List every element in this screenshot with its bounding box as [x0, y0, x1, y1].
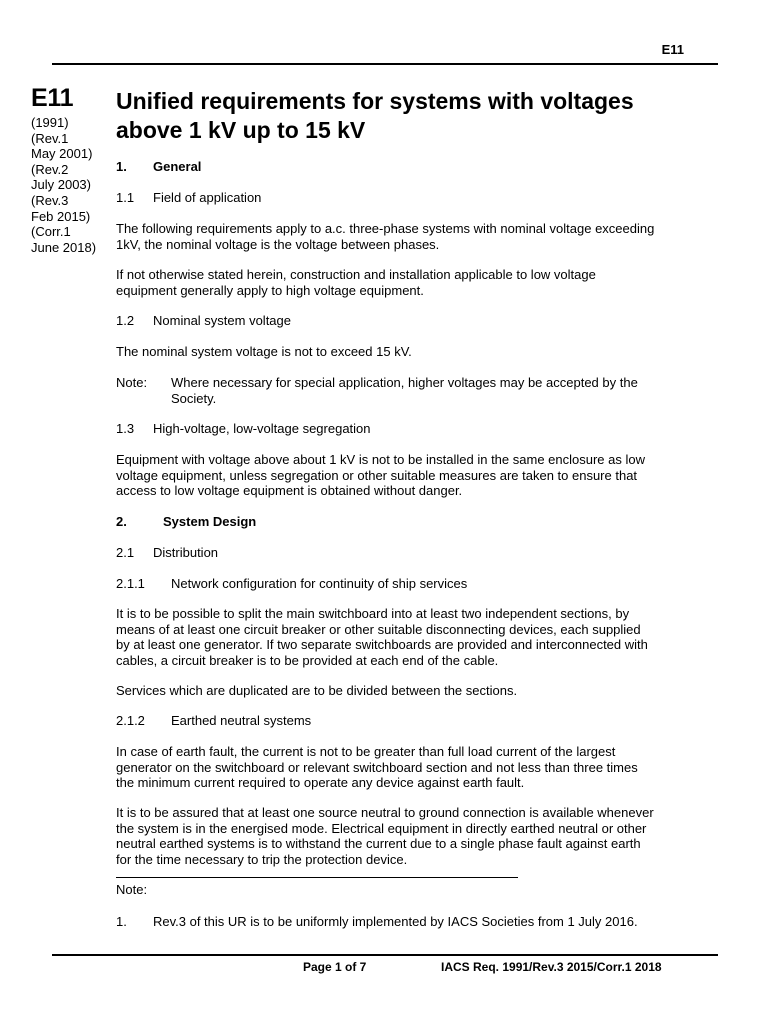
footnote-label: Note: [116, 882, 148, 897]
subsection-heading [116, 190, 716, 206]
text-line: cables, a circuit breaker is to be provided at each end of the cable. [116, 652, 499, 668]
header-code: E11 [661, 42, 684, 57]
text-line: equipment generally apply to high voltage equipment. [116, 282, 424, 298]
paragraph: Services which are duplicated are to be divided between the sections. [116, 683, 518, 698]
note-label: Note: [116, 375, 148, 390]
text-line: by at least one generator. If two separate switchboards are provided and interconnected with [116, 637, 648, 653]
history-line: (Rev.2 [31, 161, 69, 177]
history-line: (Corr.1 [31, 224, 71, 240]
subsection-heading [116, 576, 716, 592]
subsection-number: 2.1.2 [116, 713, 145, 728]
text-line: 1kV, the nominal voltage is the voltage between phases. [116, 236, 440, 252]
history-line: Feb 2015) [31, 208, 91, 224]
subsection-title: Earthed neutral systems [171, 713, 312, 728]
footnote-text: Rev.3 of this UR is to be uniformly implemented by IACS Societies from 1 July 2016. [153, 914, 638, 929]
subsection-title: High-voltage, low-voltage segregation [153, 421, 371, 436]
text-line: neutral earthed systems is to withstand the current due to a single phase fault against earth [116, 836, 641, 852]
subsection-heading [116, 545, 716, 561]
history-line: July 2003) [31, 177, 91, 193]
section-title: System Design [163, 514, 257, 529]
side-code: E11 [31, 84, 74, 112]
section-title: General [153, 159, 202, 174]
paragraph [116, 805, 716, 867]
footnote-item [116, 914, 716, 930]
text-line: means of at least one circuit breaker or other suitable disconnecting devices, each supplied [116, 621, 641, 637]
text-line: generator on the switchboard or relevant switchboard section and not less than three times [116, 759, 638, 775]
paragraph [116, 744, 716, 791]
section-number: 1. [116, 159, 127, 174]
title-line: above 1 kV up to 15 kV [116, 117, 366, 143]
subsection-title: Nominal system voltage [153, 313, 291, 328]
history-line: (Rev.1 [31, 130, 69, 146]
history-line: (1991) [31, 115, 69, 130]
text-line: for the time necessary to trip the protection device. [116, 851, 408, 867]
paragraph [116, 606, 716, 668]
paragraph [116, 267, 716, 298]
text-line: the system is in the energised mode. Electrical equipment in directly earthed neutral or other [116, 820, 647, 836]
title-line: Unified requirements for systems with voltages [116, 88, 634, 114]
subsection-number: 1.1 [116, 190, 135, 205]
text-line: The following requirements apply to a.c. three-phase systems with nominal voltage exceeding [116, 221, 655, 236]
revision-history [31, 115, 96, 255]
text-line: the minimum current required to operate any device against earth fault. [116, 775, 525, 791]
history-line: May 2001) [31, 146, 93, 162]
subsection-heading [116, 421, 716, 437]
subsection-number: 2.1.1 [116, 576, 145, 591]
text-line: Equipment with voltage above about 1 kV is not to be installed in the same enclosure as low [116, 452, 645, 467]
footer-rule [52, 954, 718, 956]
paragraph [116, 452, 716, 499]
subsection-heading [116, 713, 716, 729]
subsection-heading [116, 313, 716, 329]
footnote-number: 1. [116, 914, 127, 929]
text-line: voltage equipment, unless segregation or other suitable measures are taken to ensure that [116, 467, 638, 483]
note-block [116, 375, 716, 406]
text-line: access to low voltage equipment is obtained without danger. [116, 483, 463, 499]
text-line: If not otherwise stated herein, construction and installation applicable to low voltage [116, 267, 596, 282]
header-rule [52, 63, 718, 65]
history-line: (Rev.3 [31, 192, 69, 208]
subsection-title: Network configuration for continuity of ship services [171, 576, 468, 591]
footnote-rule [116, 877, 518, 878]
subsection-title: Field of application [153, 190, 262, 205]
history-line: June 2018) [31, 239, 97, 255]
section-heading [116, 159, 716, 175]
text-line: Society. [171, 390, 217, 406]
page-number: Page 1 of 7 [303, 960, 367, 974]
paragraph [116, 221, 716, 252]
text-line: It is to be possible to split the main switchboard into at least two independent sections, by [116, 606, 630, 621]
subsection-number: 2.1 [116, 545, 135, 560]
text-line: It is to be assured that at least one source neutral to ground connection is available whenever [116, 805, 654, 820]
text-line: In case of earth fault, the current is not to be greater than full load current of the largest [116, 744, 616, 759]
section-heading [116, 514, 716, 530]
subsection-title: Distribution [153, 545, 219, 560]
subsection-number: 1.3 [116, 421, 135, 436]
paragraph: The nominal system voltage is not to exceed 15 kV. [116, 344, 412, 359]
section-number: 2. [116, 514, 127, 529]
text-line: Where necessary for special application, higher voltages may be accepted by the [171, 375, 638, 390]
subsection-number: 1.2 [116, 313, 135, 328]
document-reference: IACS Req. 1991/Rev.3 2015/Corr.1 2018 [441, 960, 662, 974]
document-title [116, 87, 716, 145]
